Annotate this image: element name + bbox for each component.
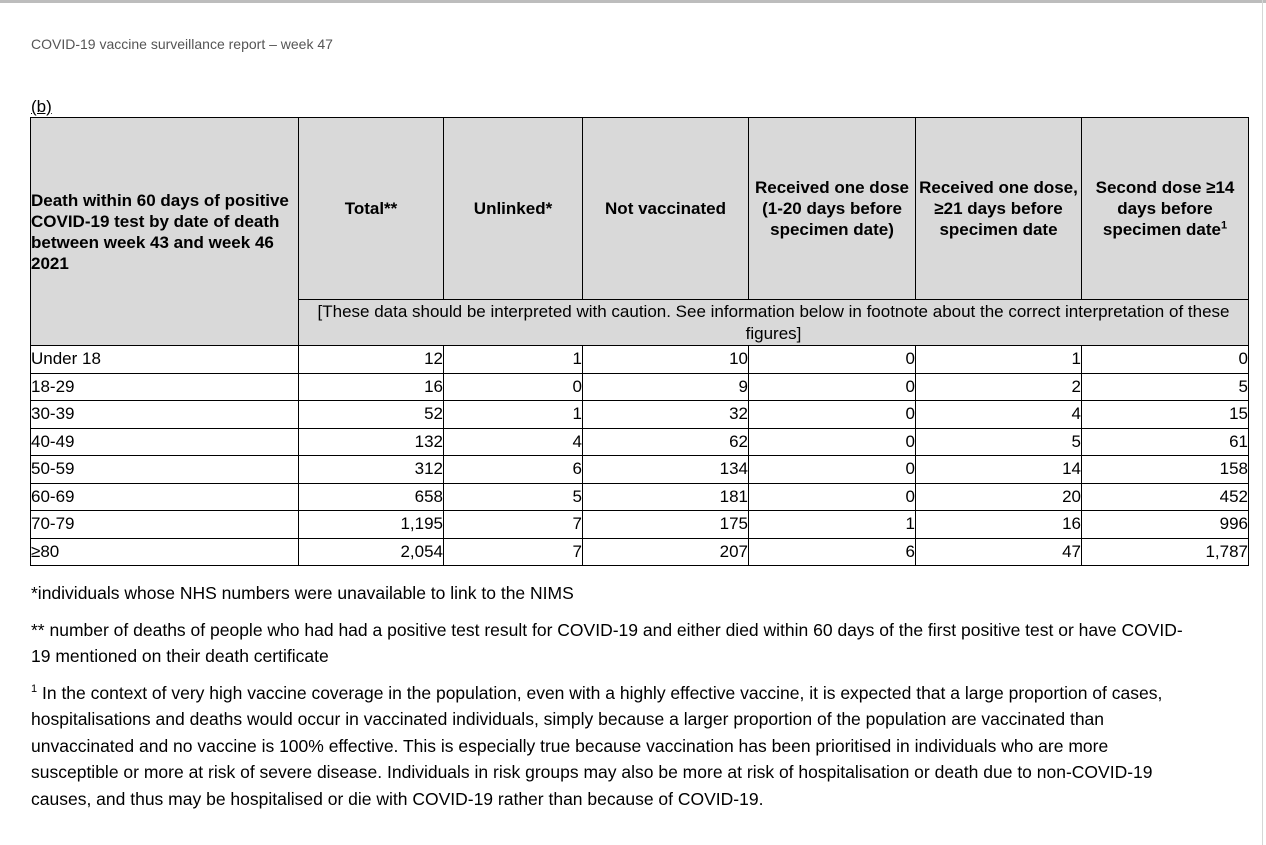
footnote-marker: 1 [1220,219,1228,232]
col-header-second-dose [1082,118,1249,300]
age-group-cell: 60-69 [31,483,299,511]
value-cell: 4 [444,428,583,456]
col-header-one-dose-1-20: Received one dose (1-20 days before specimen date) [749,118,916,300]
col-header-one-dose-21plus: Received one dose, ≥21 days before specimen date [916,118,1082,300]
value-cell: 32 [583,401,749,429]
value-cell: 0 [749,373,916,401]
value-cell: 15 [1082,401,1249,429]
value-cell: 2 [916,373,1082,401]
right-border [1262,0,1263,845]
age-group-cell: 30-39 [31,401,299,429]
table-row [31,373,1249,401]
value-cell: 5 [916,428,1082,456]
value-cell: 0 [749,346,916,374]
table-row [31,401,1249,429]
value-cell: 181 [583,483,749,511]
value-cell: 134 [583,456,749,484]
footnote-1-text: In the context of very high vaccine coverage in the population, even with a highly effective vaccine, it is expected that a large proportion of cases, hospitalisations and deaths would occur in vaccinated individuals, simply because a larger proportion of the population are vaccinated than unvaccinated and no vaccine is 100% effective. This is especially true because vaccination has been prioritised in individuals who are more susceptible or more at risk of severe disease. Individuals in risk groups may also be more at risk of hospitalisation or death due to non-COVID-19 causes, and thus may be hospitalised or die with COVID-19 rather than because of COVID-19. [31,682,1163,809]
footnote-unlinked: *individuals whose NHS numbers were unavailable to link to the NIMS [31,583,574,603]
value-cell: 207 [583,538,749,566]
value-cell: 0 [749,428,916,456]
value-cell: 20 [916,483,1082,511]
row-header-title: Death within 60 days of positive COVID-19 test by date of death between week 43 and week 46 2021 [31,118,299,346]
age-group-cell: 40-49 [31,428,299,456]
footnote-1-marker: 1 [31,682,38,695]
table-row [31,346,1249,374]
value-cell: 7 [444,511,583,539]
value-cell: 5 [444,483,583,511]
caution-note: [These data should be interpreted with caution. See information below in footnote about the correct interpretation of these figures] [299,300,1249,346]
table-row [31,483,1249,511]
value-cell: 132 [299,428,444,456]
value-cell: 0 [749,483,916,511]
table-label: (b) [31,97,52,116]
table-row [31,428,1249,456]
value-cell: 0 [749,401,916,429]
value-cell: 0 [749,456,916,484]
table-row [31,511,1249,539]
value-cell: 2,054 [299,538,444,566]
top-border [0,0,1266,3]
value-cell: 5 [1082,373,1249,401]
value-cell: 1,787 [1082,538,1249,566]
age-group-cell: 50-59 [31,456,299,484]
col-header-second-dose-text: Second dose ≥14 days before specimen date [1095,178,1235,239]
deaths-by-vaccination-table [30,117,1249,566]
col-header-total: Total** [299,118,444,300]
value-cell: 658 [299,483,444,511]
value-cell: 6 [444,456,583,484]
value-cell: 1,195 [299,511,444,539]
value-cell: 16 [916,511,1082,539]
value-cell: 62 [583,428,749,456]
age-group-cell: 70-79 [31,511,299,539]
col-header-not-vaccinated: Not vaccinated [583,118,749,300]
table-row [31,456,1249,484]
value-cell: 452 [1082,483,1249,511]
age-group-cell: ≥80 [31,538,299,566]
page-header: COVID-19 vaccine surveillance report – week 47 [31,36,333,52]
value-cell: 158 [1082,456,1249,484]
value-cell: 9 [583,373,749,401]
footnote-1 [31,680,1191,813]
value-cell: 0 [444,373,583,401]
footnote-total: ** number of deaths of people who had had a positive test result for COVID-19 and either died within 60 days of the first positive test or have COVID-19 mentioned on their death certificate [31,619,1183,666]
value-cell: 312 [299,456,444,484]
value-cell: 14 [916,456,1082,484]
value-cell: 52 [299,401,444,429]
value-cell: 4 [916,401,1082,429]
footnotes [31,580,1191,822]
value-cell: 12 [299,346,444,374]
table-row [31,538,1249,566]
value-cell: 175 [583,511,749,539]
value-cell: 1 [749,511,916,539]
value-cell: 16 [299,373,444,401]
value-cell: 10 [583,346,749,374]
value-cell: 6 [749,538,916,566]
value-cell: 61 [1082,428,1249,456]
value-cell: 1 [444,346,583,374]
value-cell: 996 [1082,511,1249,539]
age-group-cell: Under 18 [31,346,299,374]
value-cell: 0 [1082,346,1249,374]
value-cell: 7 [444,538,583,566]
value-cell: 1 [444,401,583,429]
col-header-unlinked: Unlinked* [444,118,583,300]
value-cell: 1 [916,346,1082,374]
value-cell: 47 [916,538,1082,566]
age-group-cell: 18-29 [31,373,299,401]
